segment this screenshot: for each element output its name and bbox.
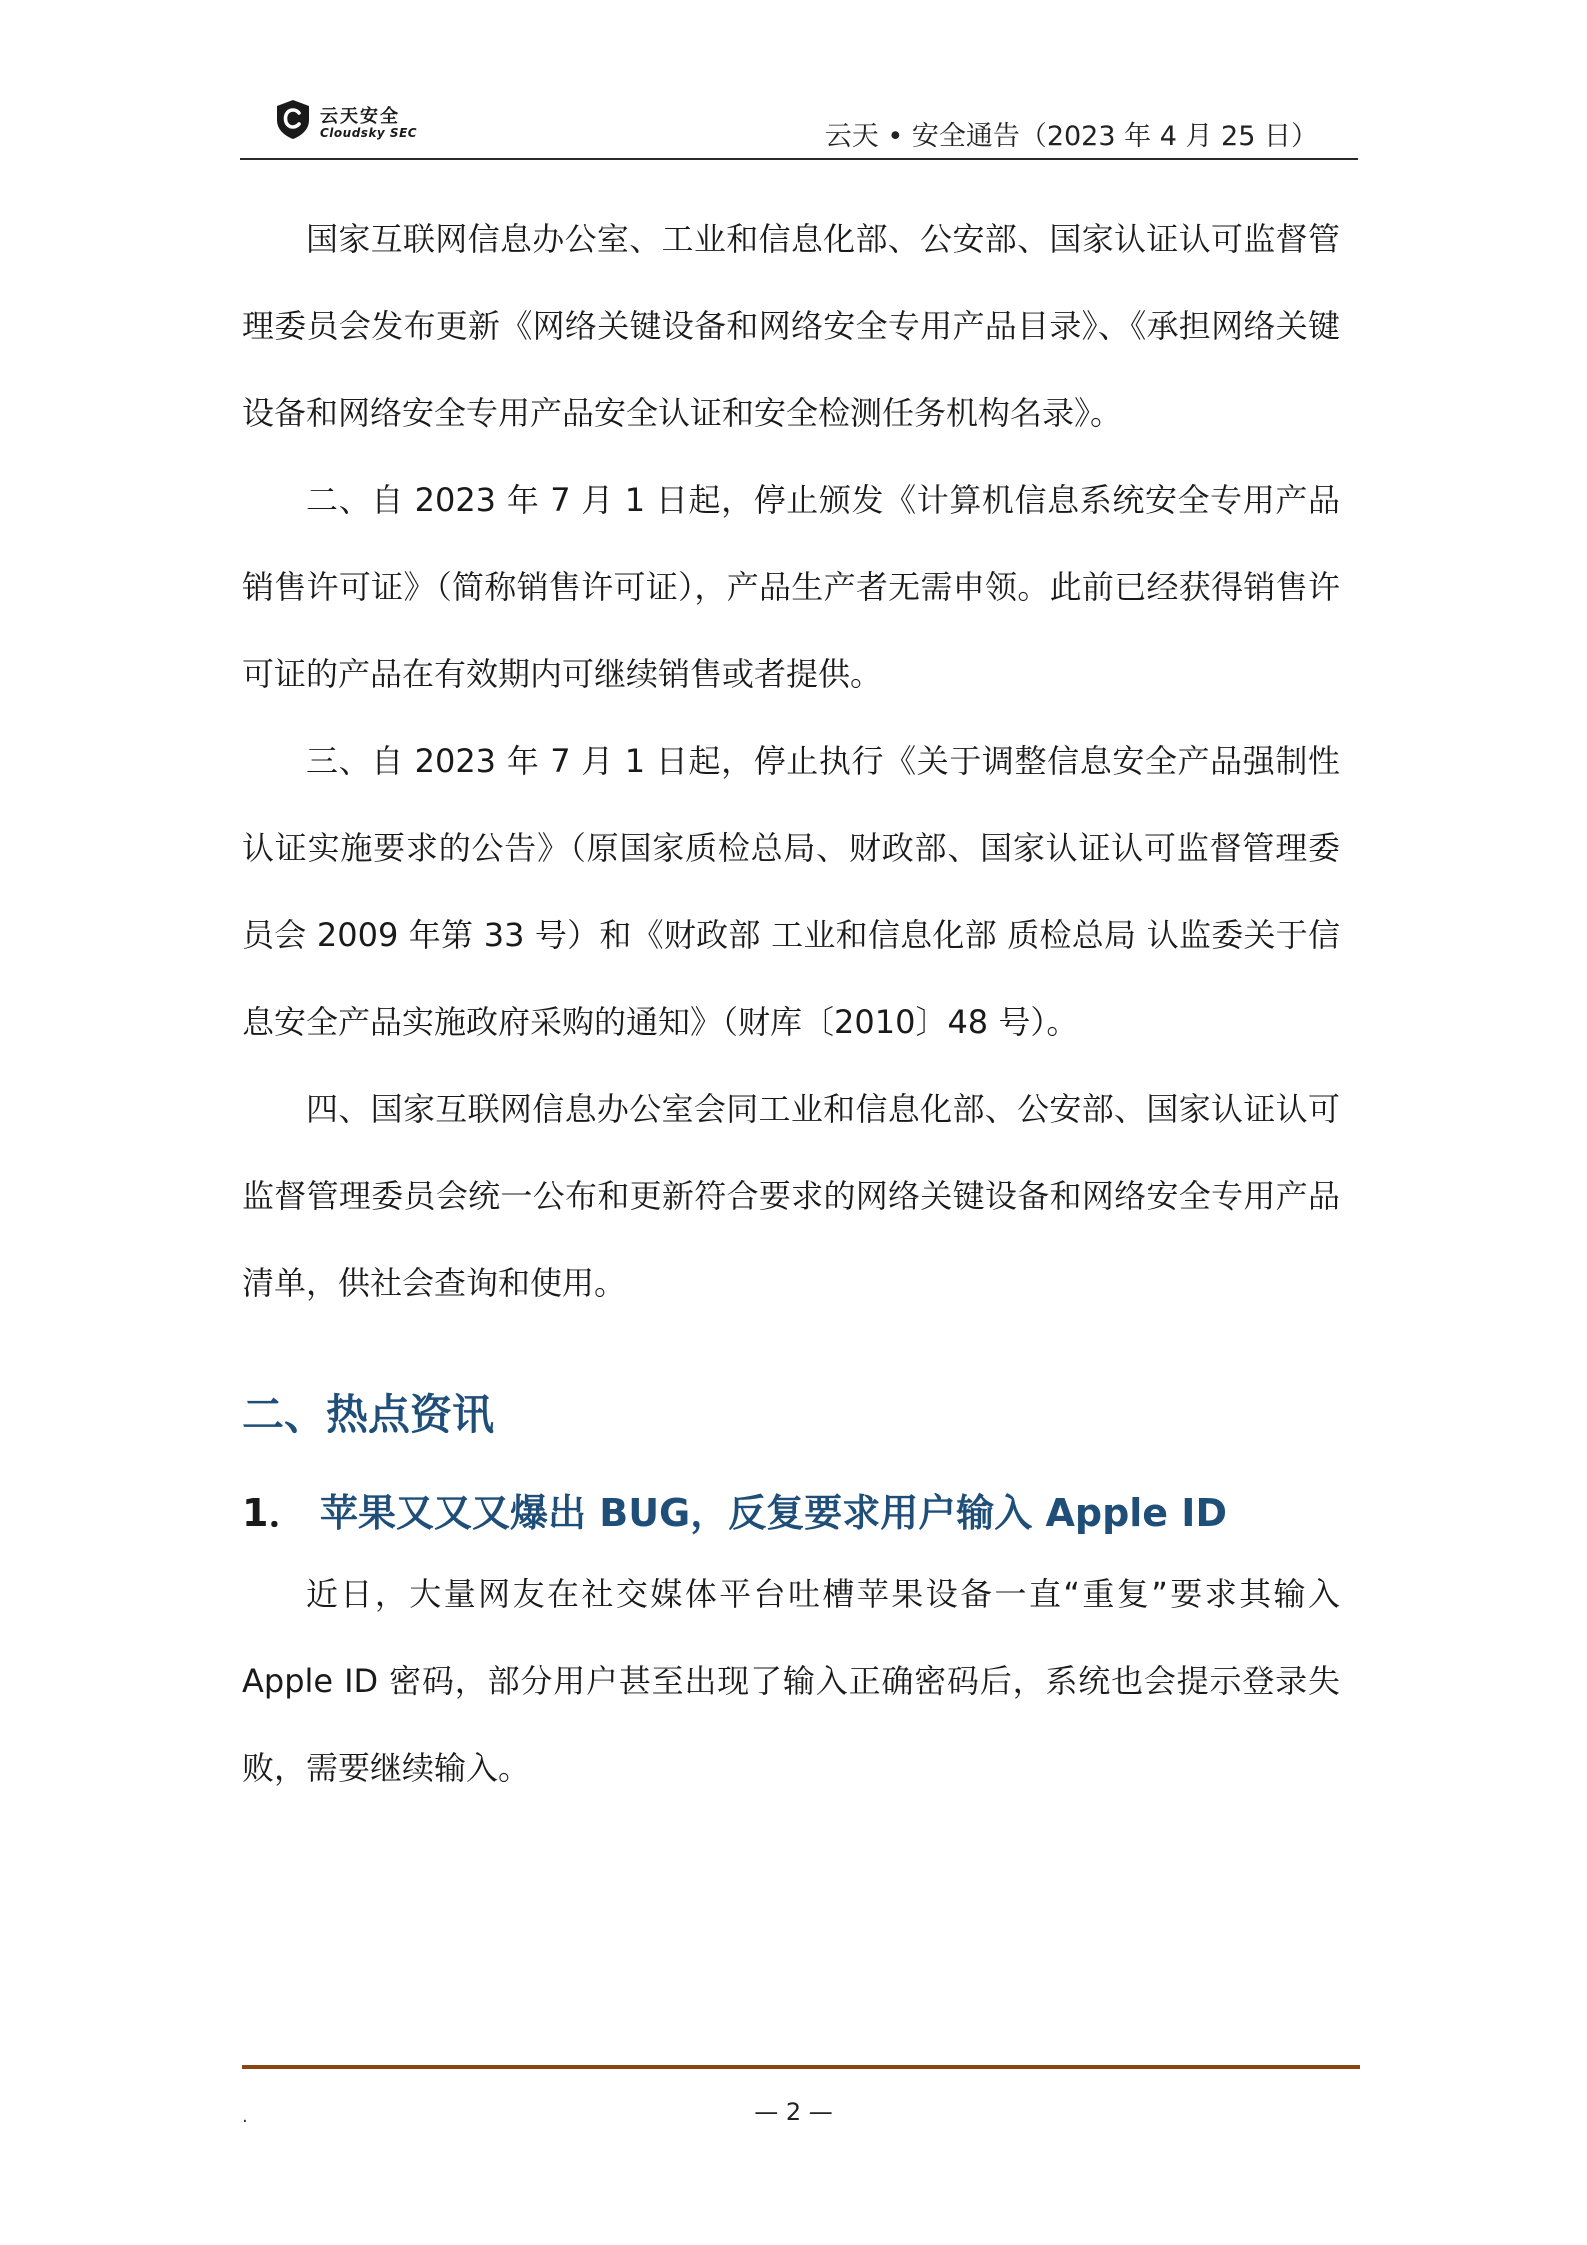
cloudsky-logo-icon	[274, 98, 312, 140]
header-divider	[240, 158, 1358, 160]
body-paragraph: 二、自 2023 年 7 月 1 日起，停止颁发《计算机信息系统安全专用产品销售许可证》（简称销售许可证），产品生产者无需申领。此前已经获得销售许可证的产品在有效期内可继续销售或者提供。	[242, 481, 1340, 693]
article-title: 苹果又又又爆出 BUG，反复要求用户输入 Apple ID	[320, 1491, 1227, 1535]
body-paragraph: 四、国家互联网信息办公室会同工业和信息化部、公安部、国家认证认可监督管理委员会统一公布和更新符合要求的网络关键设备和网络安全专用产品清单，供社会查询和使用。	[242, 1090, 1340, 1302]
page-header	[240, 94, 1358, 160]
article-paragraph: 近日，大量网友在社交媒体平台吐槽苹果设备一直“重复”要求其输入 Apple ID 密码，部分用户甚至出现了输入正确密码后，系统也会提示登录失败，需要继续输入。	[242, 1575, 1340, 1787]
page-number: — 2 —	[754, 2098, 833, 2126]
footer-divider	[242, 2065, 1360, 2069]
footer-dot: .	[242, 2106, 248, 2127]
section-heading: 二、热点资讯	[242, 1390, 495, 1439]
logo-english-text: Cloudsky SEC	[320, 126, 418, 140]
article-heading	[242, 1475, 1340, 1551]
header-title: 云天 • 安全通告（2023 年 4 月 25 日）	[824, 121, 1318, 152]
company-logo	[274, 98, 534, 144]
article-number: 1．	[242, 1491, 307, 1535]
body-paragraph: 三、自 2023 年 7 月 1 日起，停止执行《关于调整信息安全产品强制性认证实施要求的公告》（原国家质检总局、财政部、国家认证认可监督管理委员会 2009 年第 33 号）和《财政部 工业和信息化部 质检总局 认监委关于信息安全产品实施政府采购的通知》（财库〔2010〕48 号）。	[242, 742, 1340, 1041]
logo-chinese-text: 云天安全	[320, 106, 400, 127]
body-paragraph: 国家互联网信息办公室、工业和信息化部、公安部、国家认证认可监督管理委员会发布更新《网络关键设备和网络安全专用产品目录》、《承担网络关键设备和网络安全专用产品安全认证和安全检测任务机构名录》。	[242, 220, 1340, 432]
document-body	[242, 196, 1340, 1812]
